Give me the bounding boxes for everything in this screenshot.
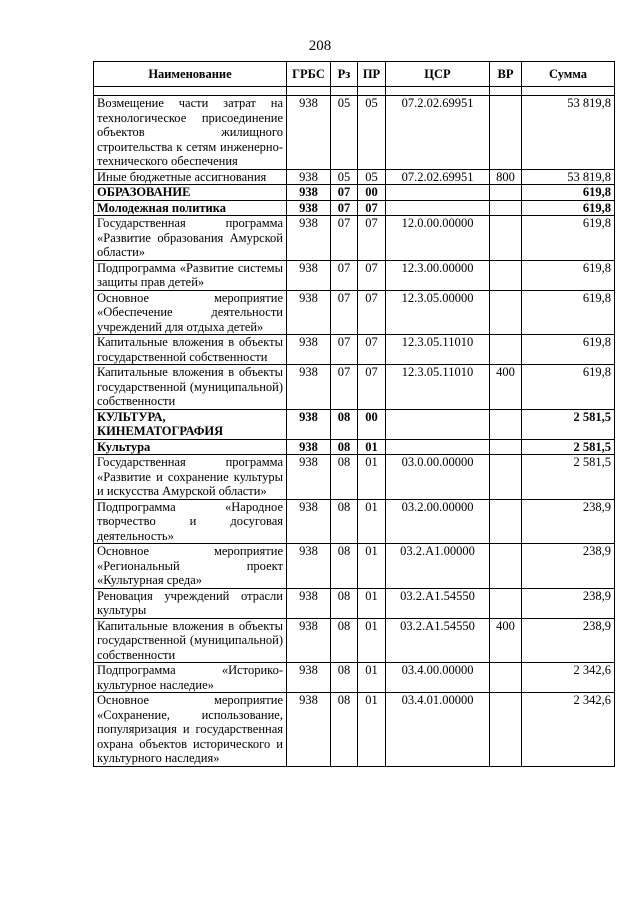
cell-csr: 12.3.00.00000 xyxy=(386,260,490,290)
cell-sum: 2 342,6 xyxy=(522,693,615,767)
cell-grbs: 938 xyxy=(287,365,331,410)
table-row xyxy=(94,693,615,767)
cell-rz: 07 xyxy=(331,185,358,201)
cell-grbs: 938 xyxy=(287,693,331,767)
cell-csr: 07.2.02.69951 xyxy=(386,96,490,170)
cell-vr: 800 xyxy=(490,169,522,185)
cell-pr: 07 xyxy=(358,260,386,290)
header-grbs: ГРБС xyxy=(287,62,331,87)
cell-name: Капитальные вложения в объекты государственной собственности xyxy=(94,335,287,365)
cell-name: Основное мероприятие «Региональный проект «Культурная среда» xyxy=(94,544,287,589)
cell-pr: 01 xyxy=(358,544,386,589)
cell-rz: 07 xyxy=(331,365,358,410)
table-row xyxy=(94,618,615,663)
cell-name: Подпрограмма «Историко-культурное наследие» xyxy=(94,663,287,693)
cell-sum: 2 342,6 xyxy=(522,663,615,693)
cell-vr xyxy=(490,499,522,544)
cell-rz: 08 xyxy=(331,588,358,618)
cell-sum: 619,8 xyxy=(522,260,615,290)
spacer-row xyxy=(94,87,615,96)
cell-vr: 400 xyxy=(490,365,522,410)
cell-grbs: 938 xyxy=(287,216,331,261)
cell-csr: 03.4.00.00000 xyxy=(386,663,490,693)
cell-vr: 400 xyxy=(490,618,522,663)
cell-grbs: 938 xyxy=(287,439,331,455)
cell-grbs: 938 xyxy=(287,588,331,618)
cell-rz: 08 xyxy=(331,544,358,589)
cell-vr xyxy=(490,455,522,500)
cell-grbs: 938 xyxy=(287,499,331,544)
cell-csr: 12.0.00.00000 xyxy=(386,216,490,261)
cell-sum: 2 581,5 xyxy=(522,455,615,500)
header-vr: ВР xyxy=(490,62,522,87)
table-row xyxy=(94,409,615,439)
table-row xyxy=(94,185,615,201)
cell-pr: 07 xyxy=(358,200,386,216)
cell-rz: 07 xyxy=(331,335,358,365)
cell-name: ОБРАЗОВАНИЕ xyxy=(94,185,287,201)
cell-csr: 12.3.05.00000 xyxy=(386,290,490,335)
cell-vr xyxy=(490,96,522,170)
table-row xyxy=(94,499,615,544)
cell-rz: 07 xyxy=(331,260,358,290)
cell-rz: 07 xyxy=(331,200,358,216)
cell-rz: 05 xyxy=(331,169,358,185)
table-row xyxy=(94,335,615,365)
cell-grbs: 938 xyxy=(287,200,331,216)
cell-grbs: 938 xyxy=(287,260,331,290)
header-name: Наименование xyxy=(94,62,287,87)
cell-vr xyxy=(490,335,522,365)
table-row xyxy=(94,216,615,261)
cell-name: Капитальные вложения в объекты государственной (муниципальной) собственности xyxy=(94,618,287,663)
cell-csr: 03.0.00.00000 xyxy=(386,455,490,500)
cell-rz: 07 xyxy=(331,216,358,261)
table-row xyxy=(94,663,615,693)
cell-pr: 00 xyxy=(358,185,386,201)
cell-pr: 07 xyxy=(358,216,386,261)
cell-name: Реновация учреждений отрасли культуры xyxy=(94,588,287,618)
cell-csr: 12.3.05.11010 xyxy=(386,365,490,410)
table-row xyxy=(94,455,615,500)
cell-grbs: 938 xyxy=(287,663,331,693)
cell-rz: 08 xyxy=(331,693,358,767)
cell-csr: 03.2.00.00000 xyxy=(386,499,490,544)
header-pr: ПР xyxy=(358,62,386,87)
cell-vr xyxy=(490,693,522,767)
table-row xyxy=(94,439,615,455)
cell-csr xyxy=(386,439,490,455)
table-row xyxy=(94,169,615,185)
cell-sum: 238,9 xyxy=(522,588,615,618)
cell-rz: 08 xyxy=(331,439,358,455)
cell-pr: 07 xyxy=(358,335,386,365)
cell-name: Иные бюджетные ассигнования xyxy=(94,169,287,185)
cell-pr: 01 xyxy=(358,499,386,544)
cell-sum: 238,9 xyxy=(522,544,615,589)
cell-sum: 53 819,8 xyxy=(522,169,615,185)
cell-rz: 08 xyxy=(331,455,358,500)
cell-grbs: 938 xyxy=(287,409,331,439)
cell-rz: 08 xyxy=(331,618,358,663)
cell-sum: 619,8 xyxy=(522,216,615,261)
cell-rz: 08 xyxy=(331,409,358,439)
cell-rz: 08 xyxy=(331,499,358,544)
cell-csr: 03.4.01.00000 xyxy=(386,693,490,767)
cell-pr: 05 xyxy=(358,96,386,170)
table-row xyxy=(94,260,615,290)
cell-grbs: 938 xyxy=(287,335,331,365)
cell-sum: 238,9 xyxy=(522,499,615,544)
cell-vr xyxy=(490,409,522,439)
page-number: 208 xyxy=(308,38,332,54)
cell-csr xyxy=(386,409,490,439)
table-body xyxy=(94,87,615,767)
cell-vr xyxy=(490,260,522,290)
cell-sum: 619,8 xyxy=(522,335,615,365)
cell-vr xyxy=(490,185,522,201)
cell-csr: 03.2.А1.54550 xyxy=(386,618,490,663)
cell-pr: 01 xyxy=(358,618,386,663)
cell-vr xyxy=(490,200,522,216)
cell-csr: 03.2.А1.54550 xyxy=(386,588,490,618)
cell-name: Основное мероприятие «Обеспечение деятельности учреждений для отдыха детей» xyxy=(94,290,287,335)
cell-csr xyxy=(386,200,490,216)
cell-csr: 07.2.02.69951 xyxy=(386,169,490,185)
cell-pr: 00 xyxy=(358,409,386,439)
cell-grbs: 938 xyxy=(287,544,331,589)
cell-name: Государственная программа «Развитие образования Амурской области» xyxy=(94,216,287,261)
cell-pr: 01 xyxy=(358,588,386,618)
cell-vr xyxy=(490,290,522,335)
cell-grbs: 938 xyxy=(287,618,331,663)
table-row xyxy=(94,544,615,589)
cell-sum: 53 819,8 xyxy=(522,96,615,170)
budget-table xyxy=(93,61,615,767)
cell-name: КУЛЬТУРА, КИНЕМАТОГРАФИЯ xyxy=(94,409,287,439)
cell-sum: 619,8 xyxy=(522,290,615,335)
cell-name: Культура xyxy=(94,439,287,455)
cell-grbs: 938 xyxy=(287,169,331,185)
cell-name: Подпрограмма «Развитие системы защиты прав детей» xyxy=(94,260,287,290)
cell-sum: 2 581,5 xyxy=(522,409,615,439)
cell-grbs: 938 xyxy=(287,290,331,335)
cell-vr xyxy=(490,439,522,455)
cell-name: Основное мероприятие «Сохранение, использование, популяризация и государственная охрана объектов исторического и культурного наследия» xyxy=(94,693,287,767)
cell-csr: 12.3.05.11010 xyxy=(386,335,490,365)
cell-rz: 07 xyxy=(331,290,358,335)
cell-pr: 07 xyxy=(358,290,386,335)
cell-pr: 07 xyxy=(358,365,386,410)
table-row xyxy=(94,290,615,335)
cell-rz: 05 xyxy=(331,96,358,170)
cell-pr: 01 xyxy=(358,439,386,455)
cell-name: Возмещение части затрат на технологическое присоединение объектов жилищного строительства к сетям инженерно-технического обеспечения xyxy=(94,96,287,170)
header-rz: Рз xyxy=(331,62,358,87)
cell-name: Подпрограмма «Народное творчество и досуговая деятельность» xyxy=(94,499,287,544)
cell-name: Капитальные вложения в объекты государственной (муниципальной) собственности xyxy=(94,365,287,410)
cell-vr xyxy=(490,216,522,261)
cell-sum: 619,8 xyxy=(522,200,615,216)
header-sum: Сумма xyxy=(522,62,615,87)
cell-grbs: 938 xyxy=(287,96,331,170)
cell-pr: 01 xyxy=(358,693,386,767)
table-row xyxy=(94,588,615,618)
cell-grbs: 938 xyxy=(287,455,331,500)
cell-csr: 03.2.А1.00000 xyxy=(386,544,490,589)
table-row xyxy=(94,365,615,410)
cell-vr xyxy=(490,588,522,618)
table-header-row xyxy=(94,62,615,87)
cell-sum: 238,9 xyxy=(522,618,615,663)
cell-pr: 01 xyxy=(358,455,386,500)
cell-pr: 05 xyxy=(358,169,386,185)
cell-csr xyxy=(386,185,490,201)
cell-name: Молодежная политика xyxy=(94,200,287,216)
cell-vr xyxy=(490,663,522,693)
cell-rz: 08 xyxy=(331,663,358,693)
table-row xyxy=(94,96,615,170)
cell-pr: 01 xyxy=(358,663,386,693)
cell-name: Государственная программа «Развитие и сохранение культуры и искусства Амурской области» xyxy=(94,455,287,500)
cell-vr xyxy=(490,544,522,589)
table-row xyxy=(94,200,615,216)
cell-sum: 619,8 xyxy=(522,365,615,410)
header-csr: ЦСР xyxy=(386,62,490,87)
cell-sum: 619,8 xyxy=(522,185,615,201)
cell-grbs: 938 xyxy=(287,185,331,201)
cell-sum: 2 581,5 xyxy=(522,439,615,455)
